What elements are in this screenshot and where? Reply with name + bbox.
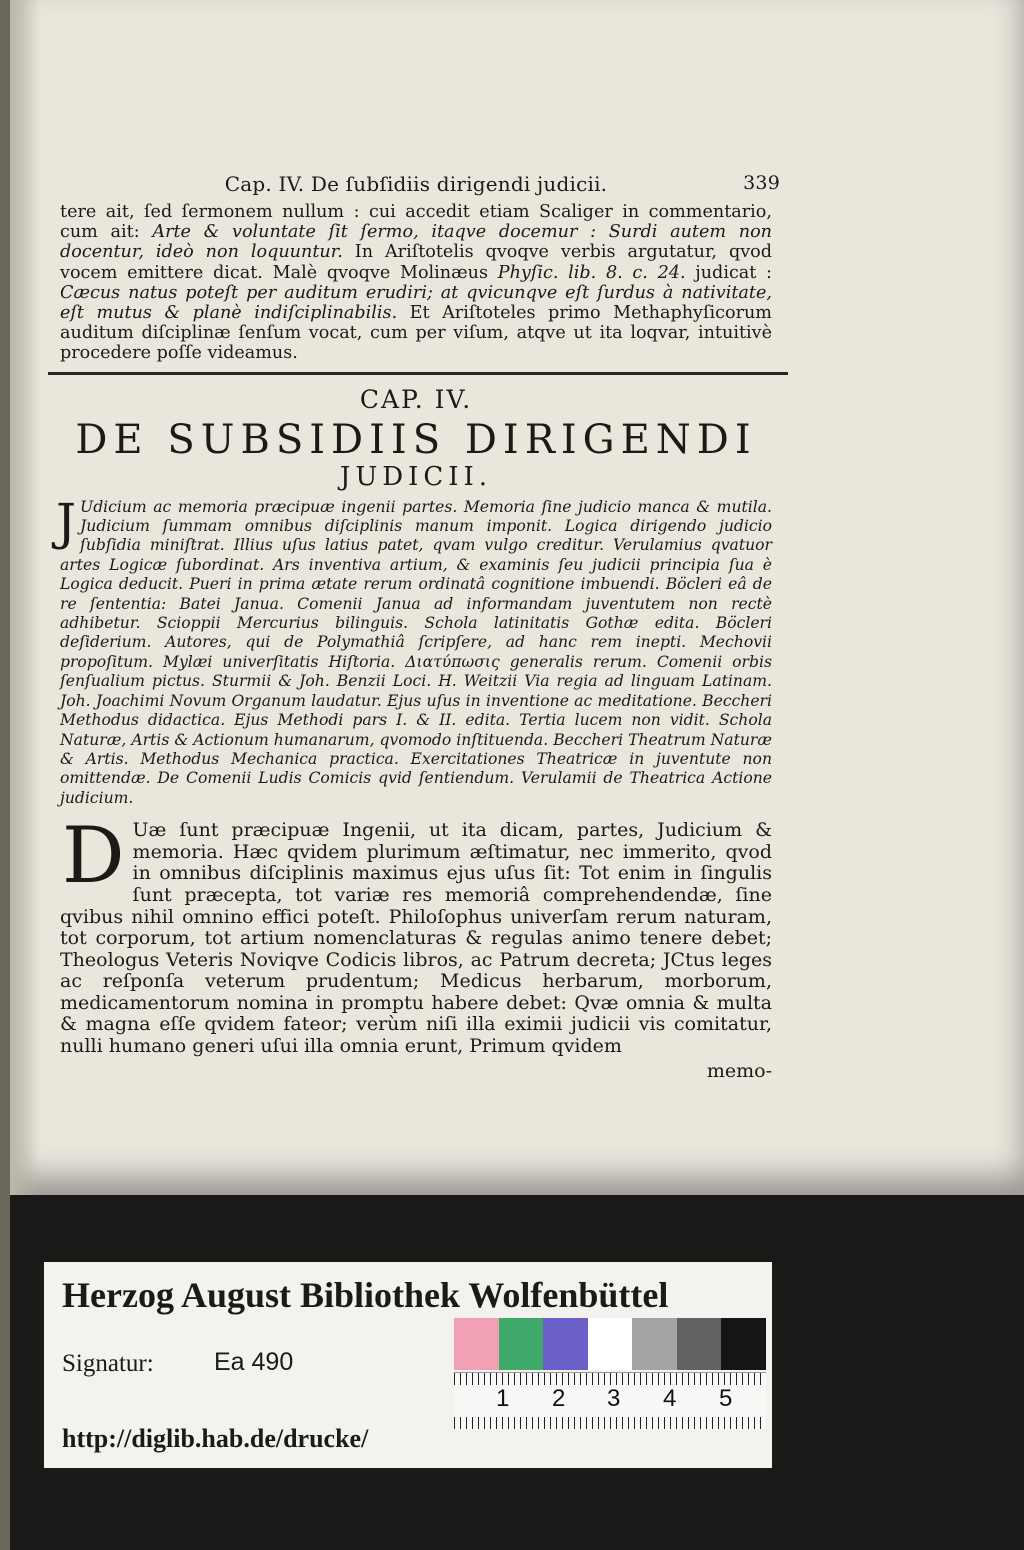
body-text: Uæ ſunt præcipuæ Ingenii, ut ita dicam, partes, Judicium & memoria. Hæc qvidem plurimum æſtimatur, nec immerito, qvod in omnibus diſciplinis maximus ejus uſus ſit: Tot enim in ſingulis ſunt præcepta, tot variæ res memoriâ comprehendendæ, ſine qvibus nihil omnino effici poteſt. Philoſophus univerſam rerum naturam, tot corporum, tot artium nomenclaturas & regulas animo tenere debet; Theologus Veteris Noviqve Codicis libros, ac Patrum decreta; JCtus leges ac reſponſa veterum prudentum; Medicus herbarum, morborum, medicamentorum nomina in promptu habere debet: Qvæ omnia & multa & magna eſſe qvidem fateor; verùm niſi illa eximii judicii vis comitatur, nulli humano generi uſui illa omnia erunt, Primum qvidem <box>60 819 772 1058</box>
book-binding-edge <box>0 0 10 1550</box>
page-gutter-shadow <box>10 0 40 1195</box>
library-url: http://diglib.hab.de/drucke/ <box>62 1424 369 1453</box>
chapter-title: DE SUBSIDIIS DIRIGENDI <box>75 416 757 463</box>
chapter-title-continued: JUDICII. <box>339 461 493 492</box>
opening-run: tere ait, ſed ſermonem nullum : cui accedit etiam Scaliger in commentario, cum ait: <box>60 202 772 243</box>
catchword: memo- <box>706 1059 772 1082</box>
chapter-number: CAP. IV. <box>359 384 473 414</box>
color-swatch <box>499 1318 544 1370</box>
signatur-label: Signatur: <box>62 1350 154 1377</box>
ruler-ticks-top <box>454 1373 766 1385</box>
library-label <box>44 1262 772 1468</box>
ruler-number: 4 <box>663 1385 677 1412</box>
signatur-value: Ea 490 <box>214 1348 294 1376</box>
summary-initial: J <box>56 492 77 551</box>
ruler-number: 5 <box>719 1385 733 1412</box>
ruler-number: 3 <box>607 1385 621 1412</box>
color-swatch <box>588 1318 633 1370</box>
page-content <box>56 172 780 1082</box>
body-paragraph <box>60 811 772 1058</box>
book-page <box>10 0 1024 1195</box>
library-name: Herzog August Bibliothek Wolfenbüttel <box>62 1275 669 1315</box>
scale-ruler <box>454 1372 766 1429</box>
section-rule <box>48 372 788 375</box>
drop-cap-initial: D <box>62 811 125 902</box>
color-swatch <box>721 1318 766 1370</box>
running-head-text: Cap. IV. De ſubſidiis dirigendi judicii. <box>224 172 608 196</box>
summary-text: Udicium ac memoria præcipuæ ingenii partes. Memoria ſine judicio manca & mutila. Judicium ſummam omnibus diſciplinis manum imponit. Logica dirigendo judicio ſubſidia miniſtrat. Illius uſus latius patet, qvam vulgo creditur. Verulamius qvatuor artes Logicæ ſubordinat. Ars inventiva artium, & examinis ſeu judicii principia ſua è Logica deducit. Pueri in prima ætate rerum ordinatâ cognitione imbuendi. Böcleri eâ de re ſententia: Batei Janua. Comenii Janua ad informandam juventutem non rectè adhibetur. Scioppii Mercurius bilinguis. Schola latinitatis Gothæ edita. Böcleri deſiderium. Autores, qui de Polymathiâ ſcripſere, ad hanc rem inepti. Mechovii propoſitum. Mylæi univerſitatis Hiſtoria. Διατύπωσις generalis rerum. Comenii orbis ſenſualium pictus. Sturmii & Joh. Benzii Loci. H. Weitzii Via regia ad linguam Latinam. Joh. Joachimi Novum Organum laudatur. Ejus uſus in inventione ac meditatione. Beccheri Methodus didactica. Ejus Methodi pars I. & II. edita. Tertia lucem non vidit. Schola Naturæ, Artis & Actionum humanarum, qvomodo inſtituenda. Beccheri Theatrum Naturæ & Artis. Methodus Mechanica practica. Exercitationes Theatricæ in juventute non omittendæ. De Comenii Ludis Comicis qvid ſentiendum. Verulamii de Theatrica Actione judicium. <box>60 497 772 807</box>
opening-run: Et Ariſtoteles primo Methaphyſicorum auditum diſciplinæ ſenſum vocat, cum per viſum, atqve ut ita loqvar, intuitivè procedere poſſe videamus. <box>60 303 772 364</box>
running-head <box>60 172 780 202</box>
opening-paragraph <box>60 202 772 364</box>
color-swatch <box>677 1318 722 1370</box>
chapter-summary <box>56 492 772 809</box>
opening-run: Arte & voluntate ſit ſermo, itaqve docemur : Surdi autem non docentur, ideò non loquuntur. <box>60 222 773 263</box>
opening-run: judicat : <box>685 262 772 283</box>
color-calibration-bar <box>454 1318 766 1370</box>
opening-run: Phyſic. lib. 8. c. 24. <box>497 262 686 283</box>
color-swatch <box>543 1318 588 1370</box>
color-swatch <box>632 1318 677 1370</box>
ruler-number: 1 <box>496 1385 510 1412</box>
ruler-number: 2 <box>552 1385 566 1412</box>
page-number: 339 <box>743 172 780 194</box>
ruler-ticks-bottom <box>454 1417 766 1429</box>
opening-run: In Ariſtotelis qvoqve verbis argutatur, qvod vocem emittere dicat. Malè qvoqve Molinæus <box>60 242 773 283</box>
opening-run: Cæcus natus poteſt per auditum erudiri; at qvicunqve eſt ſurdus à nativitate, eſt mutus & planè indiſciplinabilis. <box>60 282 772 324</box>
color-swatch <box>454 1318 499 1370</box>
